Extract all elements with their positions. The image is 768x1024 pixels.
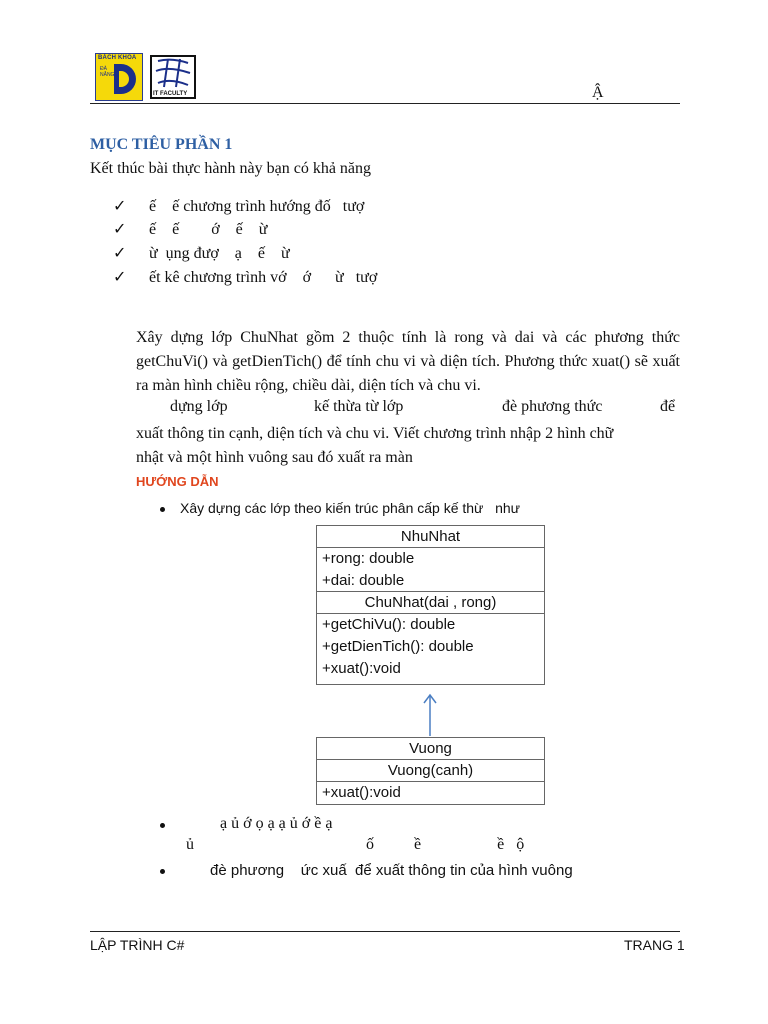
footer-page-number: TRANG 1	[624, 937, 685, 953]
objective-text: ế ế chương trình hướng đố tượ	[149, 198, 365, 215]
exercise-p2-b: kế thừa từ lớp	[314, 398, 404, 415]
objective-text: ết kê chương trình vớ ớ ừ tượ	[149, 269, 378, 286]
exercise-p2-c: đè phương thức	[502, 398, 603, 415]
inheritance-arrow-icon	[420, 692, 440, 736]
objective-text: ế ế ớ ế ừ	[149, 221, 268, 238]
uml-class-chunhat	[316, 525, 545, 685]
bullet-icon	[160, 823, 165, 828]
objective-item	[113, 267, 377, 287]
exercise-p2-line2: xuất thông tin cạnh, diện tích và chu vi. Viết chương trình nhập 2 hình chữ	[136, 425, 614, 442]
header-rule	[90, 103, 680, 104]
uml-attribute: +rong: double	[322, 550, 415, 567]
check-icon: ✓	[113, 221, 127, 238]
section-subtitle: Kết thúc bài thực hành này bạn có khả năng	[90, 160, 372, 177]
guide-bullet-text: đè phương ức xuấ để xuất thông tin của hình vuông	[210, 862, 573, 879]
guide-bullet-text: ạ ủ ớ ọ ạ ạ ủ ớ ề ạ	[220, 815, 333, 832]
objective-item	[113, 219, 267, 239]
footer-rule	[90, 931, 680, 932]
exercise-p2-d: để	[660, 398, 676, 415]
check-icon: ✓	[113, 269, 127, 286]
check-icon: ✓	[113, 245, 127, 262]
check-icon: ✓	[113, 198, 127, 215]
uml-class-name: NhuNhat	[317, 526, 544, 548]
guide-bullet-text: Xây dựng các lớp theo kiến trúc phân cấp kế thừ như	[180, 500, 521, 516]
exercise-paragraph: Xây dựng lớp ChuNhat gồm 2 thuộc tính là rong và dai và các phương thức getChuVi() và getDienTich() để tính chu vi và diện tích. Phương thức xuat() sẽ xuất ra màn hình chiều rộng, chiều dài, diện tích và chu vi.	[136, 329, 680, 394]
guide-heading: HƯỚNG DẪN	[136, 474, 219, 489]
uml-constructor: Vuong(canh)	[317, 760, 544, 782]
bullet-icon	[160, 869, 165, 874]
exercise-p2-line3: nhật và một hình vuông sau đó xuất ra màn	[136, 449, 413, 466]
uml-method: +getChiVu(): double	[322, 616, 456, 633]
logo-side-text: ĐÀ NẴNG	[100, 66, 115, 78]
footer-course-title: LẬP TRÌNH C#	[90, 937, 185, 953]
logo-d-shape	[114, 64, 136, 94]
uml-method: +xuat():void	[322, 784, 401, 801]
uml-method: +xuat():void	[322, 660, 401, 677]
uml-constructor: ChuNhat(dai , rong)	[317, 592, 544, 614]
bach-khoa-logo	[95, 53, 143, 101]
uml-method: +getDienTich(): double	[322, 638, 474, 655]
it-logo-graphic	[152, 57, 194, 89]
header-title-fragment: Ậ	[592, 84, 604, 101]
objective-item	[113, 196, 364, 216]
it-faculty-logo	[150, 55, 196, 99]
section-title: MỤC TIÊU PHẦN 1	[90, 136, 233, 153]
objective-text: ừ ụng đượ ạ ế ừ	[149, 245, 290, 262]
uml-attribute: +dai: double	[317, 570, 544, 592]
objective-item	[113, 243, 290, 263]
bullet-icon	[160, 507, 165, 512]
logo-text: BÁCH KHOA	[98, 55, 137, 61]
it-logo-text: IT FACULTY	[153, 91, 188, 97]
uml-class-name: Vuong	[317, 738, 544, 760]
uml-class-vuong	[316, 737, 545, 805]
guide-bullet-continuation: ủ ố ề ề ộ	[186, 836, 525, 853]
exercise-p2-a: dựng lớp	[170, 398, 228, 415]
